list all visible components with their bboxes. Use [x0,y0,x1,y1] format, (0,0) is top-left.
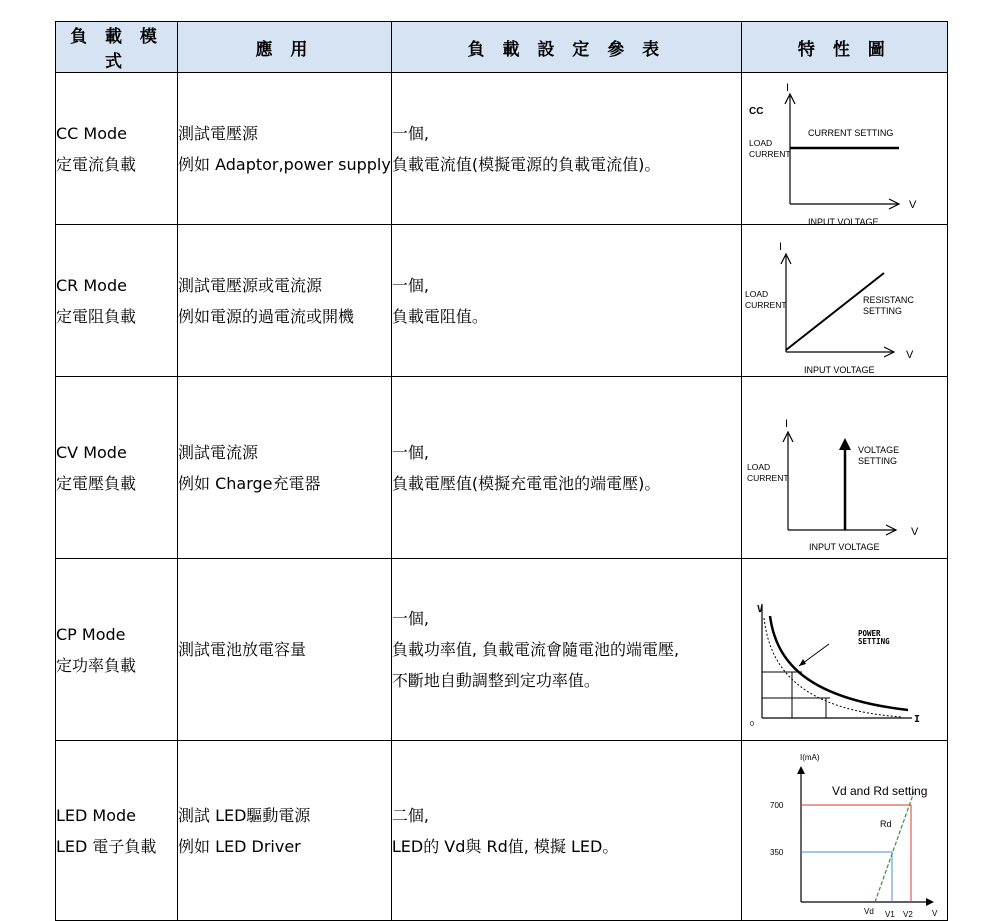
chart-cell [741,559,947,741]
setting-line: 一個, [391,123,429,143]
setting-cell [391,377,741,559]
setting-line: 一個, [391,275,429,295]
setting-label: SETTING [857,455,897,466]
application-line: 測試電壓源 [178,123,259,143]
x-tick-label: V2 [902,909,913,919]
x-axis-arrow [926,898,934,906]
setting-line: 負載電阻值。 [391,306,488,326]
origin-label: 0 [749,720,754,728]
cc-characteristic-chart [742,74,947,224]
mode-name: CV Mode [56,442,127,462]
cv-characteristic-chart [742,378,947,558]
chart-cell [741,225,947,377]
corner-label: CC [748,105,764,117]
y-label-line: LOAD [744,288,768,299]
cp-characteristic-chart [742,560,947,740]
chart-cell [741,73,947,225]
cr-characteristic-chart [742,226,947,376]
setting-label: SETTING [857,636,890,646]
application-cell [178,225,392,377]
header-application: 應 用 [178,22,392,73]
y-axis-label: I [785,81,789,94]
mode-cell [56,741,178,921]
y-axis-label: I [784,417,788,430]
table-row [56,377,948,559]
x-tick-label: Vd [863,906,874,916]
x-axis-label: V [905,348,914,361]
mode-cell [56,73,178,225]
application-cell [178,73,392,225]
header-row [56,22,948,73]
mode-desc: 定電壓負載 [56,473,137,493]
y-label-line: CURRENT [744,299,787,310]
setting-cell [391,559,741,741]
setting-line: LED的 Vd與 Rd值, 模擬 LED。 [391,836,619,856]
chart-cell [741,377,947,559]
mode-cell [56,559,178,741]
setting-label: POWER [857,628,881,638]
setting-cell [391,225,741,377]
mode-name: CC Mode [56,123,128,143]
table-row [56,73,948,225]
voltage-setting-arrow [839,438,851,450]
mode-name: CP Mode [56,624,126,644]
x-caption: INPUT VOLTAGE [803,364,875,375]
x-axis-label: V [931,908,938,918]
application-line: 例如 Adaptor,power supply [178,154,391,174]
mode-desc: 定電阻負載 [56,306,137,326]
mode-desc: 定功率負載 [56,655,137,675]
application-line: 例如 Charge充電器 [178,473,321,493]
mode-name: CR Mode [56,275,127,295]
y-label-line: CURRENT [748,148,791,159]
application-cell [178,741,392,921]
x-axis-label: V [908,198,917,211]
application-line: 例如 LED Driver [178,836,301,856]
setting-line: 不斷地自動調整到定功率值。 [391,671,600,690]
v1-guide-line [801,852,892,902]
setting-label: CURRENT SETTING [807,127,894,138]
setting-line: 一個, [391,609,429,628]
application-line: 測試電壓源或電流源 [178,275,323,295]
x-axis-label: V [910,525,919,538]
rd-slope-line [875,792,914,902]
y-tick-label: 350 [769,847,784,857]
chart-cell [741,741,947,921]
chart-title: Vd and Rd setting [831,783,928,798]
application-line: 例如電源的過電流或開機 [178,306,355,326]
discharge-curve-dashed [764,618,902,717]
setting-cell [391,73,741,225]
application-line: 測試電池放電容量 [178,640,307,659]
power-setting-curve [770,616,908,710]
y-label-line: CURRENT [746,472,789,483]
header-mode: 負 載 模 式 [56,22,178,73]
y-axis-arrow [797,766,805,774]
setting-line: 負載功率值, 負載電流會隨電池的端電壓, [391,640,680,659]
setting-line: 二個, [391,805,429,825]
setting-pointer-arrow [799,659,806,666]
load-mode-table [55,21,948,921]
mode-desc: LED 電子負載 [56,836,157,856]
setting-label: VOLTAGE [857,444,900,455]
rd-label: Rd [879,818,892,829]
y-axis-label: I [778,240,782,253]
x-tick-label: V1 [884,909,895,919]
setting-label: SETTING [862,305,902,316]
setting-line: 負載電壓值(模擬充電電池的端電壓)。 [391,473,661,493]
setting-line: 負載電流值(模擬電源的負載電流值)。 [391,154,661,174]
y-label-line: LOAD [748,137,772,148]
x-caption: INPUT VOLTAGE [807,216,879,224]
v2-guide-line [801,805,911,902]
setting-line: 一個, [391,442,429,462]
setting-cell [391,741,741,921]
mode-desc: 定電流負載 [56,154,137,174]
led-characteristic-chart [742,742,947,920]
table-row [56,741,948,921]
setting-label: RESISTANC [862,294,914,305]
y-label-line: LOAD [746,461,770,472]
x-axis-label: I [913,713,920,725]
y-tick-label: 700 [769,800,784,810]
mode-cell [56,225,178,377]
mode-cell [56,377,178,559]
table-row [56,225,948,377]
application-line: 測試電流源 [178,442,259,462]
application-cell [178,559,392,741]
header-setting: 負 載 設 定 參 表 [391,22,741,73]
mode-name: LED Mode [56,805,137,825]
header-chart: 特 性 圖 [741,22,947,73]
table-row [56,559,948,741]
application-line: 測試 LED驅動電源 [178,805,311,825]
y-axis-label: V [756,603,763,615]
application-cell [178,377,392,559]
y-axis-label: I(mA) [799,752,820,762]
x-caption: INPUT VOLTAGE [808,541,880,552]
